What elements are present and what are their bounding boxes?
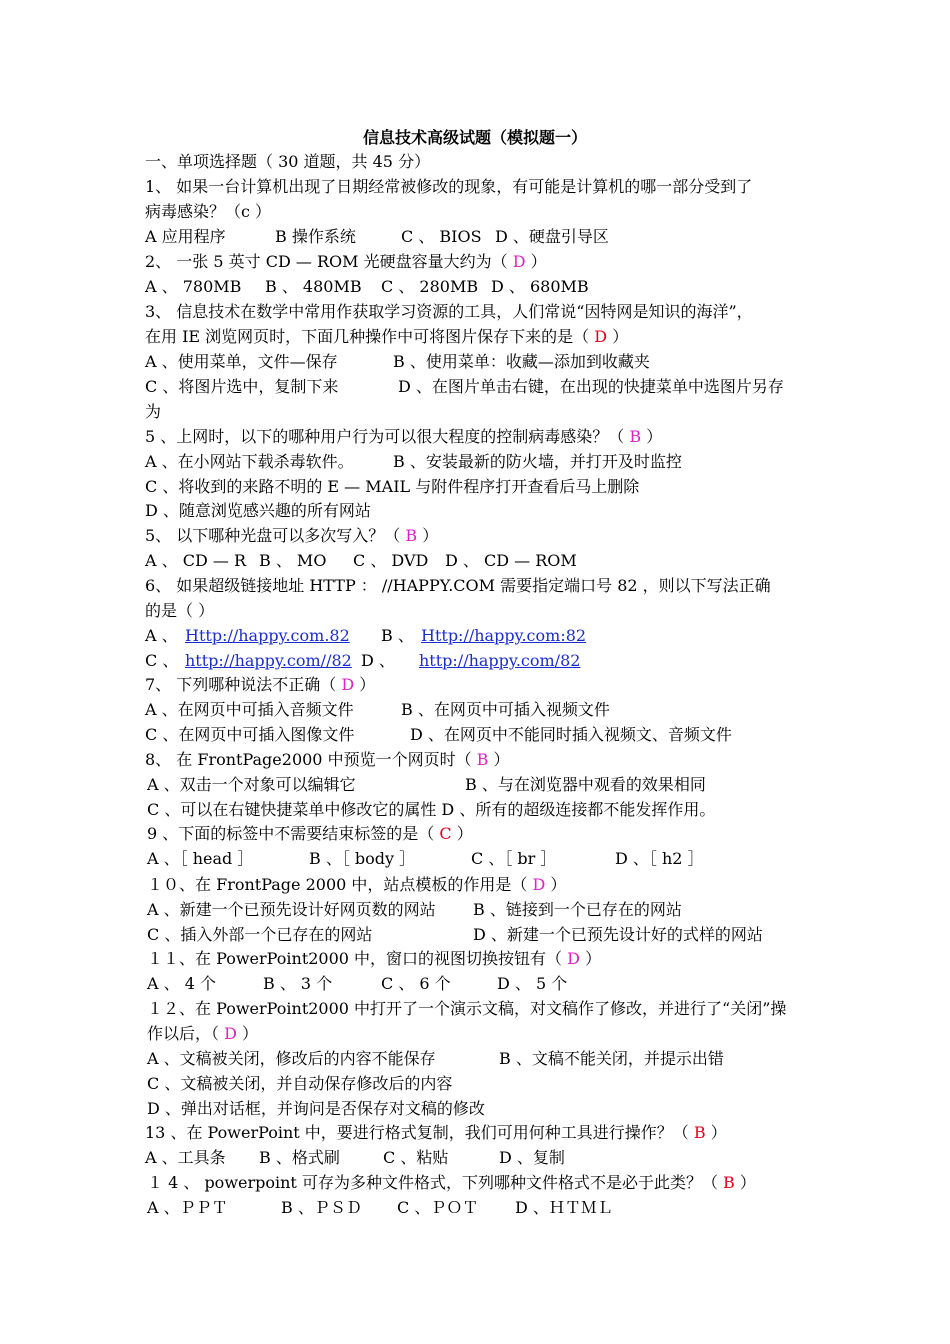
question-5b-options (145, 551, 845, 571)
option-b: B 、在网页中可插入视频文件 (401, 700, 610, 719)
question-12-option-d: D 、弹出对话框，并询问是否保存对文稿的修改 (147, 1099, 485, 1118)
option-a-label: A 、 (145, 626, 178, 645)
answer-mark: D (512, 252, 526, 271)
page-title: 信息技术高级试题（模拟题一） (362, 128, 587, 147)
question-5a-text: 5 、上网时，以下的哪种用户行为可以很大程度的控制病毒感染？（ B ） (145, 427, 663, 446)
option-b: B 、［ body ］ (309, 849, 416, 868)
question-6-options-ab (145, 626, 845, 646)
option-c-label: C 、 (145, 651, 179, 670)
option-a-link[interactable]: Http://happy.com.82 (185, 626, 350, 645)
option-b: B 、链接到一个已存在的网站 (473, 900, 682, 919)
question-12-option-c: C 、文稿被关闭，并自动保存修改后的内容 (147, 1074, 453, 1093)
option-d-link[interactable]: http://happy.com/82 (419, 651, 581, 670)
option-b: B 、 480MB (265, 277, 362, 296)
question-7-options-cd (145, 725, 845, 745)
option-d: D 、在图片单击右键，在出现的快捷菜单中选图片另存 (398, 377, 784, 396)
answer-mark: B (629, 427, 642, 446)
option-c: C 、［ br ］ (471, 849, 557, 868)
question-8-options-ab (145, 775, 845, 795)
question-12-cont: 作以后，（ D ） (147, 1024, 259, 1043)
question-1-cont: 病毒感染？（c ） (145, 202, 272, 221)
option-b: B 、格式刷 (259, 1148, 340, 1167)
question-11-options (145, 974, 845, 994)
option-a: A 、使用菜单，文件—保存 (145, 352, 338, 371)
question-6-text: 6、 如果超级链接地址 HTTP ： //HAPPY.COM 需要指定端口号 82 ，则以下写法正确 (145, 576, 771, 595)
option-d: D 、 680MB (491, 277, 589, 296)
option-b: B 操作系统 (275, 227, 356, 246)
option-b: B 、与在浏览器中观看的效果相同 (465, 775, 706, 794)
option-a: A 、［ head ］ (147, 849, 254, 868)
question-9-text: 9 、下面的标签中不需要结束标签的是（ C ） (147, 824, 473, 843)
option-b: B 、 3 个 (263, 974, 333, 993)
option-a: A 、文稿被关闭，修改后的内容不能保存 (147, 1049, 436, 1068)
option-b: B 、文稿不能关闭，并提示出错 (499, 1049, 724, 1068)
option-c: C 、将图片选中，复制下来 (145, 377, 339, 396)
option-a: A 、ＰＰＴ (147, 1198, 228, 1217)
question-10-options-cd (145, 925, 845, 945)
answer-mark: D (594, 327, 608, 346)
answer-mark: D (341, 675, 355, 694)
answer-mark: C (439, 824, 452, 843)
answer-mark: D (224, 1024, 237, 1043)
option-a: A 、双击一个对象可以编辑它 (147, 775, 356, 794)
option-a: A 、 CD — R (145, 551, 247, 570)
option-a: A 、工具条 (145, 1148, 226, 1167)
question-5a-option-d: D 、随意浏览感兴趣的所有网站 (145, 501, 371, 520)
question-2-options (145, 277, 845, 297)
question-14-text: １ 4 、 powerpoint 可存为多种文件格式，下列哪种文件格式不是必于此类？（ B ） (147, 1173, 756, 1192)
question-2-text: 2、 一张 5 英寸 CD — ROM 光硬盘容量大约为（ D ） (145, 252, 547, 271)
option-a: A 、 4 个 (147, 974, 216, 993)
option-d: D 、 5 个 (497, 974, 568, 993)
option-d: D 、复制 (499, 1148, 565, 1167)
option-b: B 、ＰＳＤ (281, 1198, 362, 1217)
option-a: A 、在网页中可插入音频文件 (145, 700, 354, 719)
question-8-options-cd: C 、可以在右键快捷菜单中修改它的属性 D 、所有的超级连接都不能发挥作用。 (147, 800, 716, 819)
option-b: B 、使用菜单：收藏—添加到收藏夹 (393, 352, 650, 371)
option-a: A 、 780MB (145, 277, 242, 296)
option-c: C 、ＰＯＴ (397, 1198, 479, 1217)
option-c: C 、在网页中可插入图像文件 (145, 725, 355, 744)
question-5a-options-ab (145, 452, 845, 472)
question-7-options-ab (145, 700, 845, 720)
question-3-text: 3、 信息技术在数学中常用作获取学习资源的工具，人们常说“因特网是知识的海洋”， (145, 302, 753, 321)
answer-mark: D (567, 949, 580, 968)
option-a: A 、在小网站下载杀毒软件。 (145, 452, 354, 471)
answer-mark: B (723, 1173, 735, 1192)
question-5b-text: 5、 以下哪种光盘可以多次写入？（ B ） (145, 526, 439, 545)
answer-mark: B (476, 750, 489, 769)
section-heading: 一、单项选择题（ 30 道题，共 45 分） (145, 152, 431, 171)
option-a: A 、新建一个已预先设计好网页数的网站 (147, 900, 436, 919)
question-6-cont: 的是（ ） (145, 601, 215, 620)
option-d: D 、在网页中不能同时插入视频文、音频文件 (410, 725, 732, 744)
question-13-options (145, 1148, 845, 1168)
option-b-label: B 、 (381, 626, 414, 645)
question-7-text: 7、 下列哪种说法不正确（ D ） (145, 675, 376, 694)
question-10-options-ab (145, 900, 845, 920)
answer-mark: B (405, 526, 418, 545)
question-9-options (145, 849, 845, 869)
option-a: A 应用程序 (145, 227, 226, 246)
option-c: C 、 DVD (353, 551, 429, 570)
option-c: C 、 6 个 (381, 974, 451, 993)
option-d: D 、［ h2 ］ (615, 849, 704, 868)
option-d: D 、 CD — ROM (445, 551, 577, 570)
option-d: D 、硬盘引导区 (495, 227, 609, 246)
option-b: B 、 MO (259, 551, 327, 570)
option-c-link[interactable]: http://happy.com//82 (185, 651, 352, 670)
question-6-options-cd (145, 651, 845, 671)
question-12-text: １２、在 PowerPoint2000 中打开了一个演示文稿，对文稿作了修改，并进行了“关闭”操 (147, 999, 787, 1018)
question-8-text: 8、 在 FrontPage2000 中预览一个网页时（ B ） (145, 750, 510, 769)
option-b: B 、安装最新的防火墙，并打开及时监控 (393, 452, 682, 471)
question-11-text: １１、在 PowerPoint2000 中，窗口的视图切换按钮有（ D ） (147, 949, 602, 968)
answer-mark: B (693, 1123, 706, 1142)
answer-mark: D (532, 875, 546, 894)
option-c: C 、 280MB (381, 277, 479, 296)
option-c: C 、插入外部一个已存在的网站 (147, 925, 373, 944)
option-d: D 、ＨＴＭＬ (515, 1198, 613, 1217)
question-5a-option-c: C 、将收到的来路不明的 E — MAIL 与附件程序打开查看后马上删除 (145, 477, 640, 496)
option-b-link[interactable]: Http://happy.com:82 (421, 626, 587, 645)
option-d-label: D 、 (361, 651, 395, 670)
question-3-cont: 在用 IE 浏览网页时，下面几种操作中可将图片保存下来的是（ D ） (145, 327, 629, 346)
question-3-options-cd (145, 377, 845, 397)
option-c: C 、粘贴 (383, 1148, 449, 1167)
option-d: D 、新建一个已预先设计好的式样的网站 (473, 925, 763, 944)
question-10-text: １０、在 FrontPage 2000 中，站点模板的作用是（ D ） (147, 875, 567, 894)
option-c: C 、 BIOS (401, 227, 482, 246)
question-3-option-d-cont: 为 (145, 402, 162, 421)
question-12-options-ab (145, 1049, 845, 1069)
question-13-text: 13 、在 PowerPoint 中，要进行格式复制，我们可用何种工具进行操作？（ B ） (145, 1123, 727, 1142)
question-1-options (145, 227, 845, 247)
question-1-text: 1、 如果一台计算机出现了日期经常被修改的现象，有可能是计算机的哪一部分受到了 (145, 177, 753, 196)
question-3-options-ab (145, 352, 845, 372)
question-14-options (145, 1198, 845, 1218)
